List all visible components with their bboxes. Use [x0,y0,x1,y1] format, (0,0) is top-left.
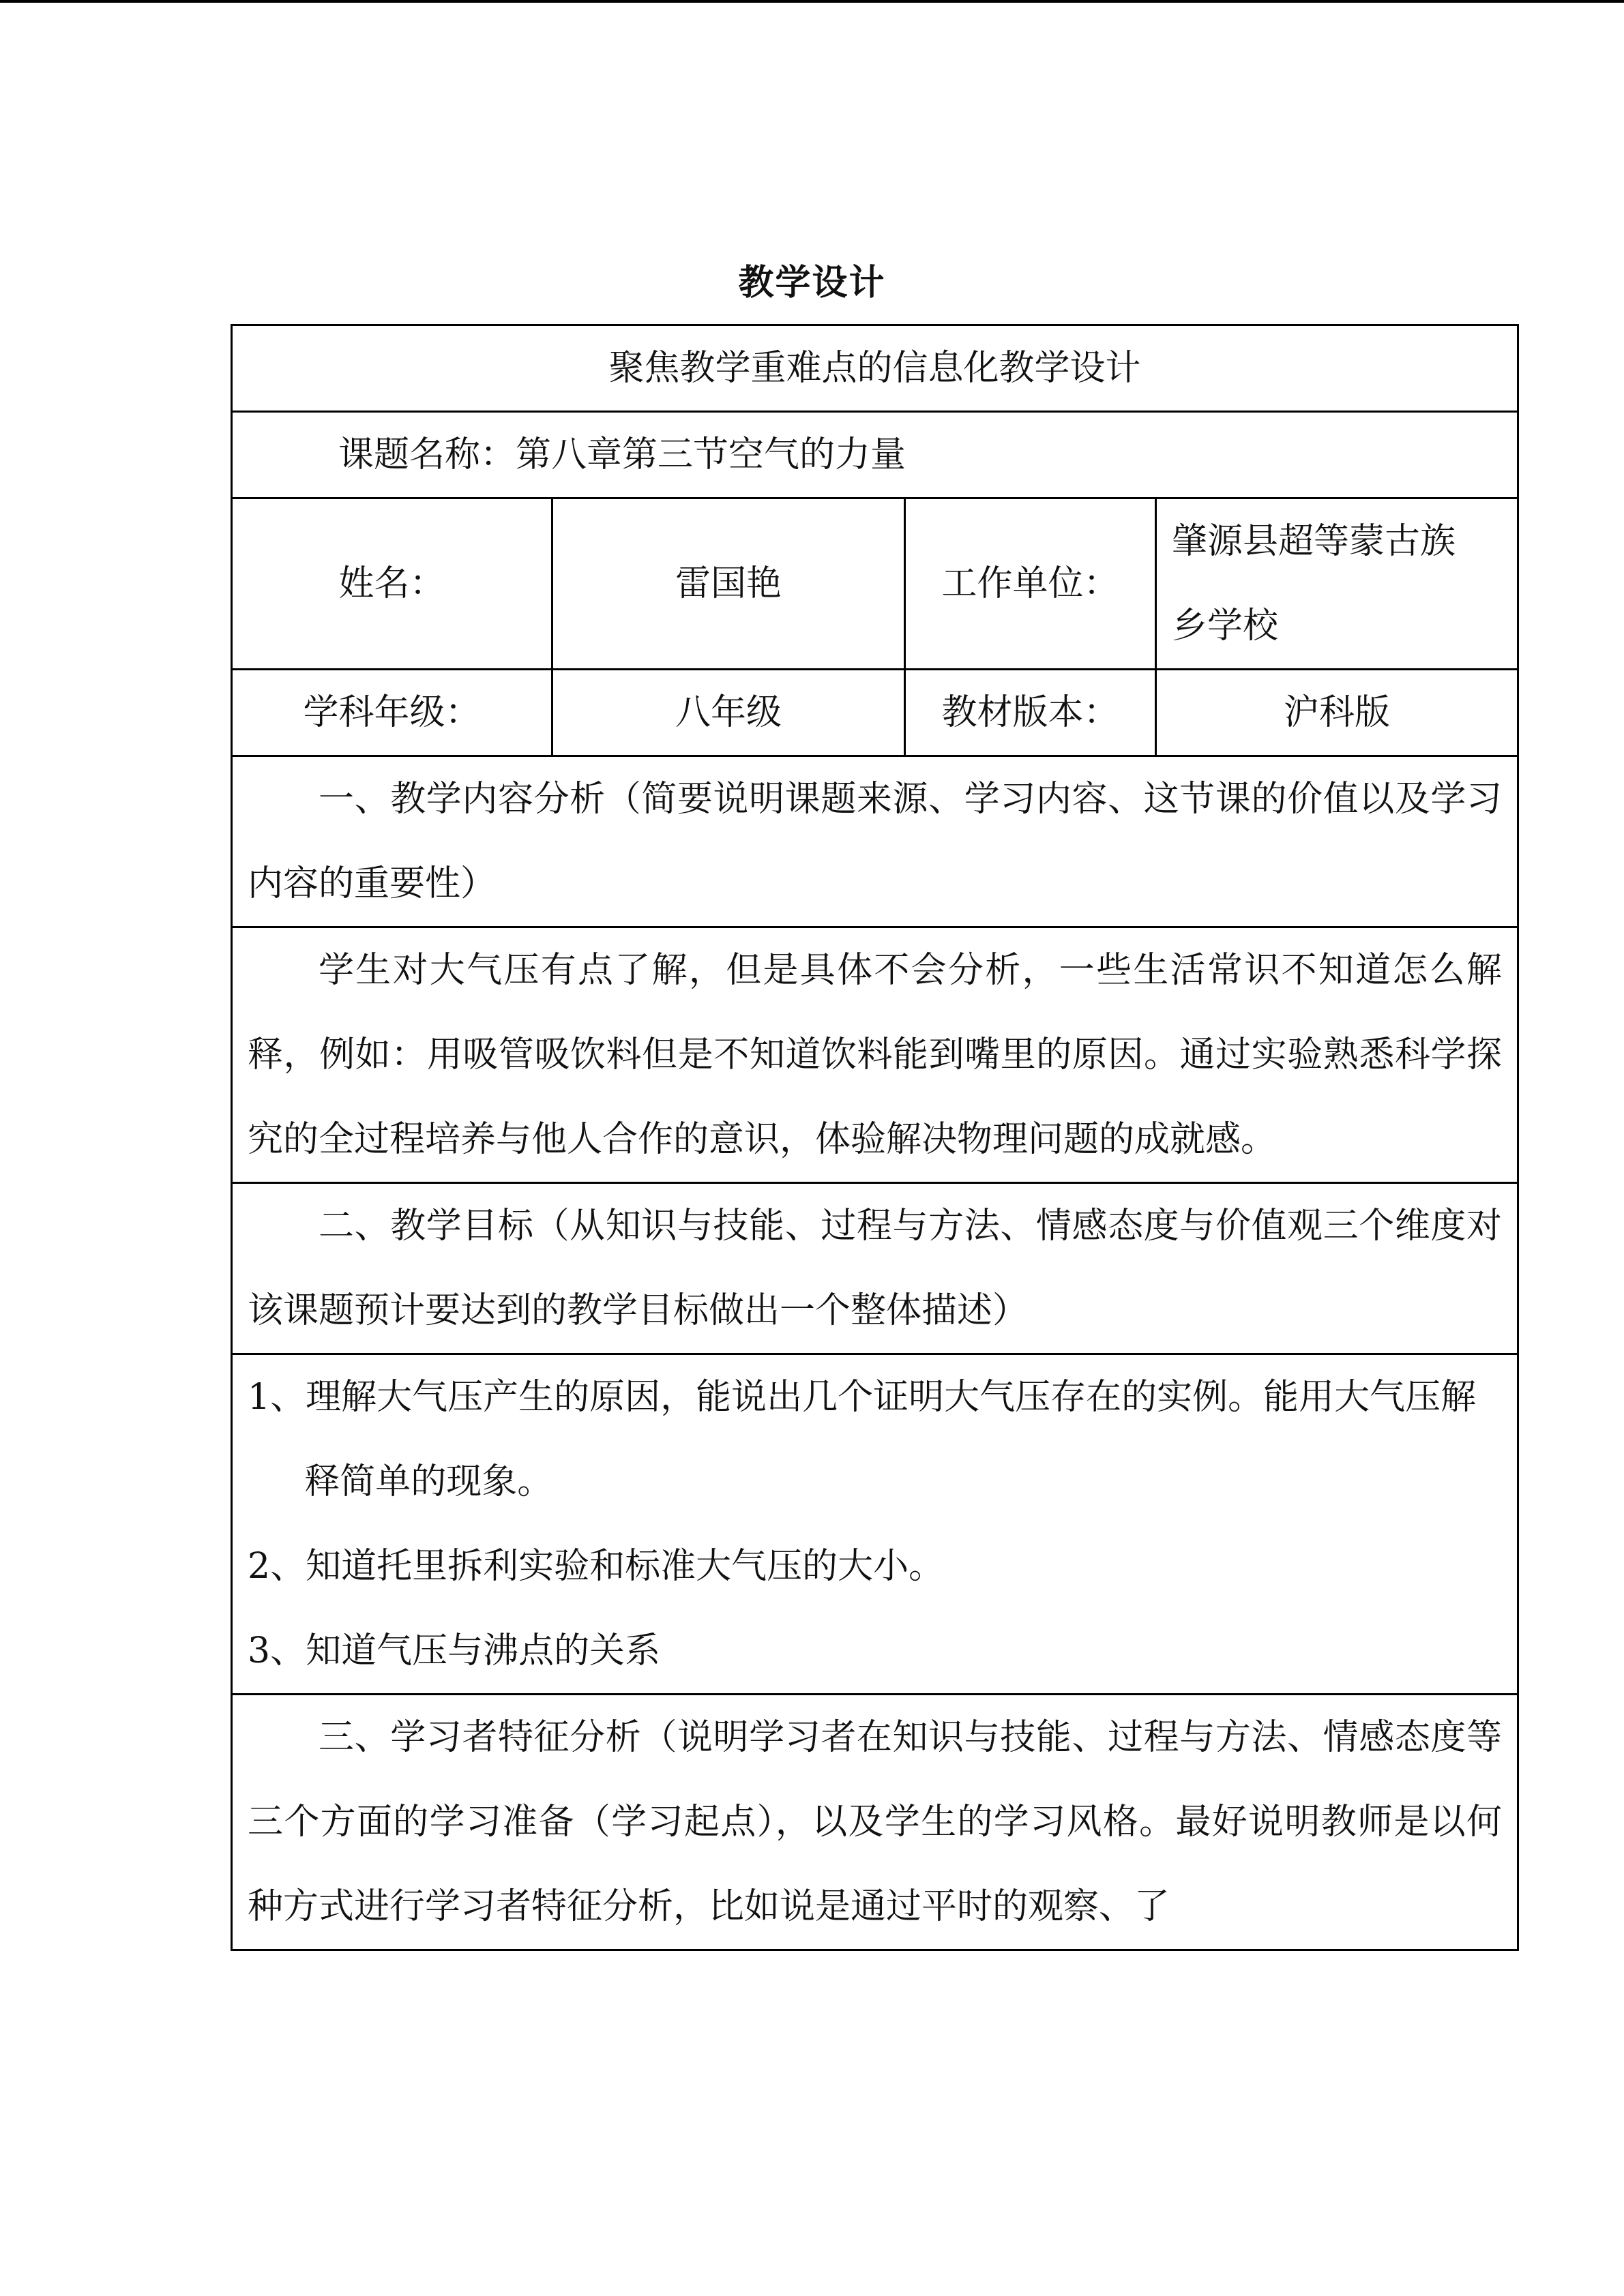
table-heading: 聚焦教学重难点的信息化教学设计 [232,325,1518,412]
table-row [232,1695,1518,1950]
workplace-value-line2: 乡学校 [1172,606,1279,646]
workplace-value-line1: 肇源县超等蒙古族 [1172,521,1456,562]
section3-heading: 三、学习者特征分析（说明学习者在知识与技能、过程与方法、情感态度等三个方面的学习准备（学习起点），以及学生的学习风格。最好说明教师是以何种方式进行学习者特征分析，比如说是通过平时的观察、了 [232,1695,1518,1950]
table-row [232,927,1518,1183]
document-title: 教学设计 [738,262,886,303]
objectives-list [232,1354,1518,1695]
table-row [232,325,1518,412]
teaching-design-table [231,324,1519,1951]
section1-body: 学生对大气压有点了解，但是具体不会分析，一些生活常识不知道怎么解释，例如：用吸管吸饮料但是不知道饮料能到嘴里的原因。通过实验熟悉科学探究的全过程培养与他人合作的意识，体验解决物理问题的成就感。 [232,927,1518,1183]
textbook-value: 沪科版 [1156,670,1518,756]
workplace-label: 工作单位： [905,498,1156,670]
section2-heading: 二、教学目标（从知识与技能、过程与方法、情感态度与价值观三个维度对该课题预计要达到的教学目标做出一个整体描述） [232,1183,1518,1354]
table-row [232,412,1518,498]
grade-value: 八年级 [552,670,905,756]
table-row [232,756,1518,927]
name-label: 姓名： [232,498,552,670]
textbook-label: 教材版本： [905,670,1156,756]
table-row [232,1354,1518,1695]
top-border-line [0,0,1624,3]
objective-item-3: 3、知道气压与沸点的关系 [248,1630,661,1671]
topic-name: 课题名称：第八章第三节空气的力量 [232,412,1518,498]
workplace-value [1156,498,1518,670]
table-row [232,498,1518,670]
grade-label: 学科年级： [232,670,552,756]
table-row [232,670,1518,756]
objective-item-2: 2、知道托里拆利实验和标准大气压的大小。 [248,1546,945,1587]
objective-item-1: 1、理解大气压产生的原因，能说出几个证明大气压存在的实例。能用大气压解释简单的现象。 [248,1377,1477,1502]
section1-heading: 一、教学内容分析（简要说明课题来源、学习内容、这节课的价值以及学习内容的重要性） [232,756,1518,927]
name-value: 雷国艳 [552,498,905,670]
table-row [232,1183,1518,1354]
